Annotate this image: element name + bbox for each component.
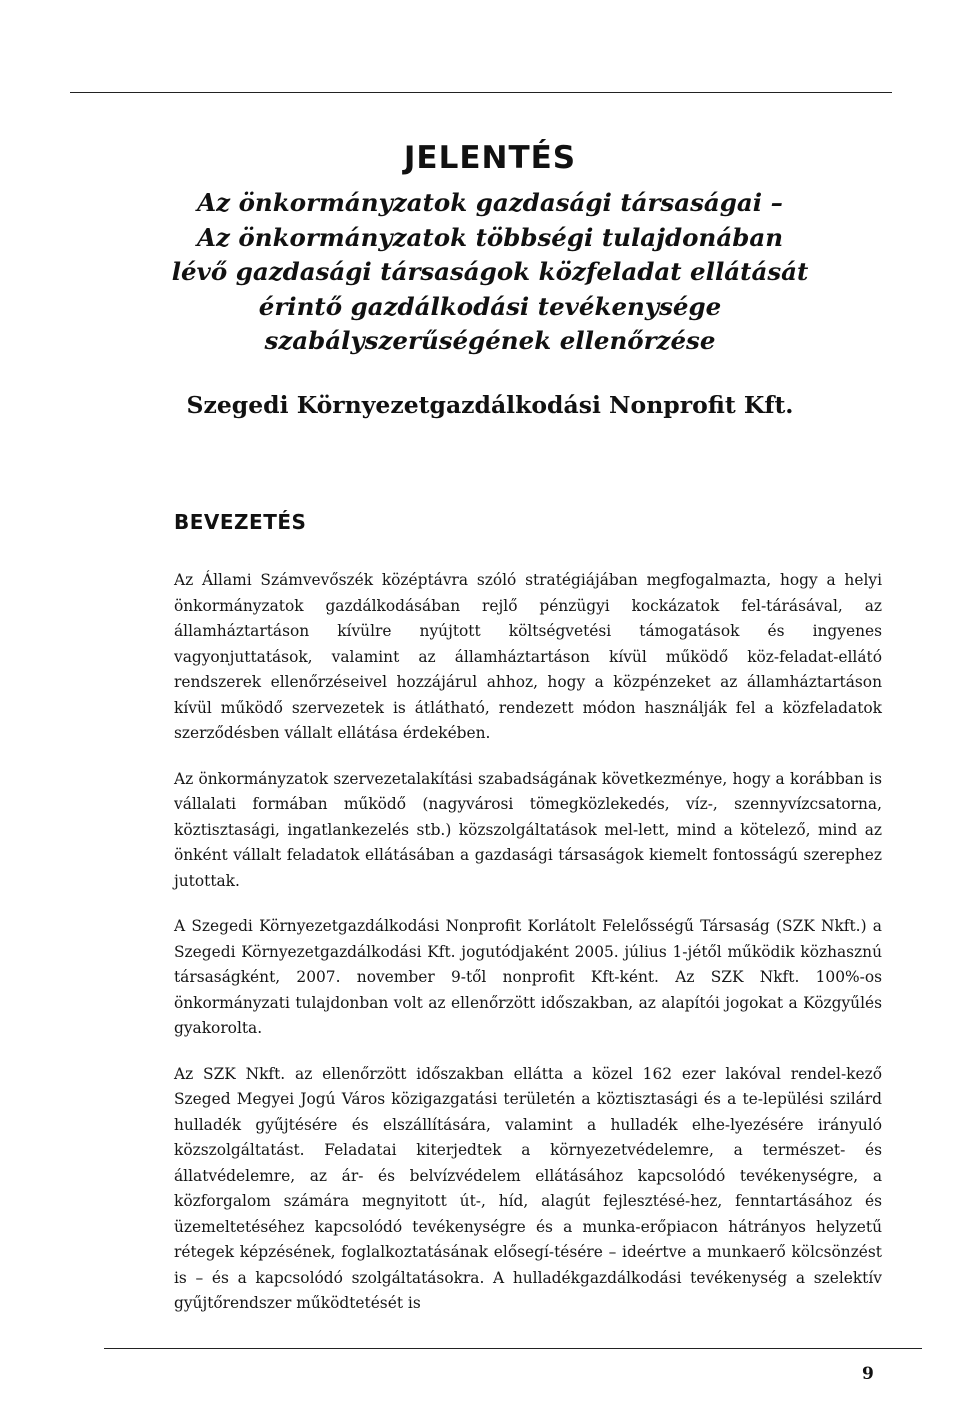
section-heading: BEVEZETÉS	[174, 510, 307, 534]
subtitle-line: Az önkormányzatok gazdasági társaságai –	[197, 188, 783, 217]
subtitle-line: Az önkormányzatok többségi tulajdonában	[196, 222, 784, 252]
footer-rule	[104, 1348, 922, 1349]
report-title: JELENTÉS	[403, 140, 577, 176]
subtitle-line: érintő gazdálkodási tevékenysége	[258, 291, 722, 321]
paragraph: Az Állami Számvevőszék középtávra szóló stratégiájában megfogalmazta, hogy a helyi önkormányzatok gazdálkodásában rejlő pénzügyi kockázatok fel-tárásával, az államháztartáson kívülre nyújtott költségvetési támogatások és ingyenes vagyonjuttatások, valamint az államháztartáson kívül működő köz-feladat-ellátó rendszerek ellenőrzéseivel hozzájárul ahhoz, hogy a közpénzeket az államháztartáson kívül működő szervezetek is átlátható, rendezett módon használják fel a közfeladatok szerződésben vállalt ellátása érdekében.	[174, 571, 882, 742]
paragraph: Az SZK Nkft. az ellenőrzött időszakban ellátta a közel 162 ezer lakóval rendel-kező Szeged Megyei Jogú Város közigazgatási területén a köztisztasági és a te-lepülési szilárd hulladék gyűjtésére és elszállítására, valamint a hulladék elhe-lyezésére irányuló közszolgáltatást. Feladatai kiterjedtek a környezetvédelemre, a természet- és állatvédelemre, az ár- és belvízvédelem ellátásához kapcsolódó tevékenységre, a közforgalom számára megnyitott út-, híd, alagút fejlesztésé-hez, fenntartásához és üzemeltetéséhez kapcsolódó tevékenységre és a munka-erőpiacon hátrányos helyzetű rétegek képzésének, foglalkoztatásának elősegí-tésére – ideértve a munkaerő kölcsönzést is – és a kapcsolódó szolgáltatásokra. A hulladékgazdálkodási tevékenység a szelektív gyűjtőrendszer működtetését is	[174, 1064, 882, 1312]
paragraph: Az önkormányzatok szervezetalakítási szabadságának következménye, hogy a korábban is vállalati formában működő (nagyvárosi tömegközlekedés, víz-, szennyvízcsatorna, köztisztasági, ingatlankezelés stb.) közszolgáltatások mel-lett, mind a kötelező, mind az önként vállalt feladatok ellátásában a gazdasági társaságok kiemelt fontosságú szerephez jutottak.	[174, 769, 882, 890]
page-number: 9	[862, 1364, 874, 1384]
header-rule	[70, 92, 892, 93]
body-text	[174, 568, 882, 1337]
report-subtitle	[60, 186, 920, 359]
paragraph: A Szegedi Környezetgazdálkodási Nonprofit Korlátolt Felelősségű Társaság (SZK Nkft.) a Szegedi Környezetgazdálkodási Kft. jogutódjaként 2005. július 1-jétől működik közhasznú társaságként, 2007. november 9-től nonprofit Kft-ként. Az SZK Nkft. 100%-os önkormányzati tulajdonban volt az ellenőrzött időszakban, az alapítói jogokat a Közgyűlés gyakorolta.	[174, 917, 882, 1037]
subtitle-line: lévő gazdasági társaságok közfeladat ellátását	[171, 257, 809, 286]
title-block	[60, 140, 920, 419]
subtitle-line: szabályszerűségének ellenőrzése	[264, 326, 716, 355]
company-name: Szegedi Környezetgazdálkodási Nonprofit Kft.	[186, 390, 794, 419]
